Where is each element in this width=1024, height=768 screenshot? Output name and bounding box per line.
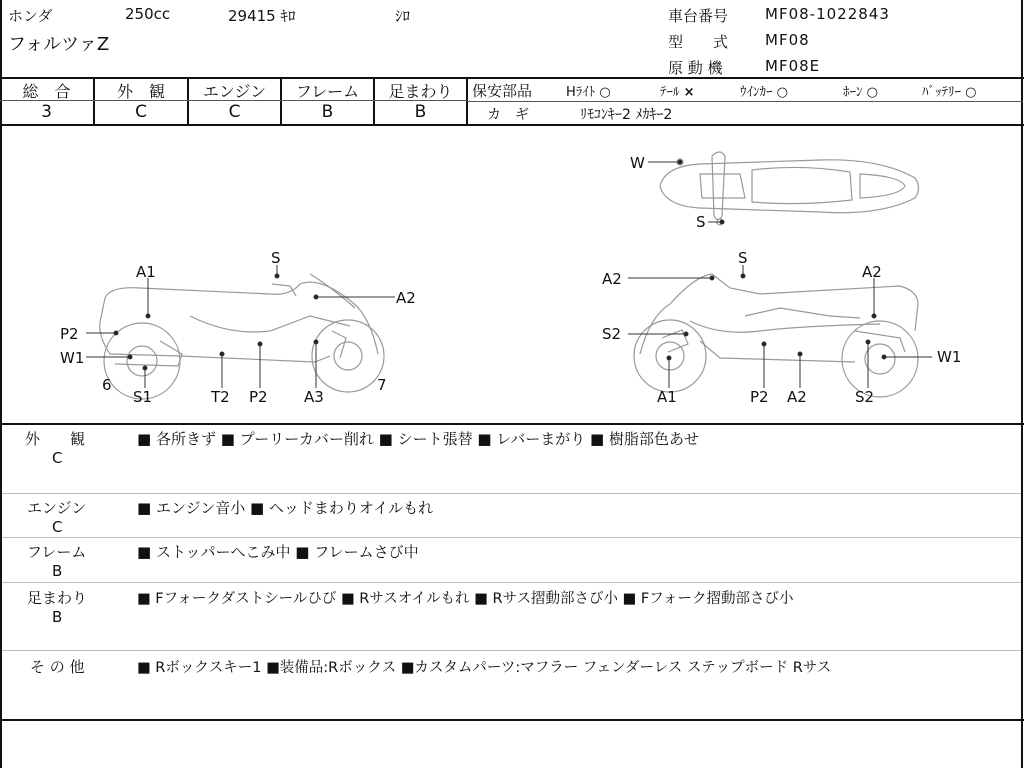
left-side-scooter — [100, 274, 384, 399]
engine-value: MF08E — [765, 57, 821, 75]
note-label-other: そ の 他 — [30, 658, 85, 676]
grade-value-exterior: C — [135, 102, 147, 122]
grade-value-engine: C — [228, 102, 241, 122]
grade-header-engine: エンジン — [202, 82, 267, 101]
type-value: MF08 — [765, 31, 810, 49]
note-text-suspension: ■ Fフォークダストシールひび ■ Rサスオイルもれ ■ Rサス摺動部さび小 ■ Fフォーク摺動部さび小 — [137, 591, 794, 607]
note-grade-engine: C — [52, 518, 63, 536]
type-label: 型 式 — [668, 33, 729, 51]
left-label-w1: W1 — [60, 349, 85, 367]
right-label-a1: A1 — [657, 388, 677, 406]
note-text-engine: ■ エンジン音小 ■ ヘッドまわりオイルもれ — [137, 499, 434, 517]
engine-label: 原 動 機 — [668, 59, 723, 77]
safety-item-tail: ﾃｰﾙ × — [660, 85, 695, 100]
maker: ホンダ — [8, 7, 53, 25]
left-label-s1: S1 — [133, 388, 153, 406]
left-label-p2: P2 — [60, 325, 79, 343]
right-side-scooter — [634, 274, 918, 397]
key-label: カ ギ — [487, 107, 529, 123]
grade-header-suspension: 足まわり — [388, 82, 453, 101]
left-label-6: 6 — [102, 376, 112, 394]
color: ｼﾛ — [395, 7, 411, 25]
note-label-exterior: 外 観 — [25, 430, 86, 448]
right-label-a2: A2 — [862, 263, 882, 281]
winker-mark: ○ — [776, 85, 788, 100]
safety-label: 保安部品 — [472, 82, 533, 100]
right-label-s: S — [738, 249, 748, 267]
grade-value-suspension: B — [414, 102, 427, 122]
note-grade-frame: B — [52, 562, 63, 580]
displacement: 250cc — [125, 5, 171, 23]
grade-header-total: 総 合 — [22, 82, 71, 101]
frame-number: MF08-1022843 — [765, 5, 890, 23]
left-label-a3: A3 — [304, 388, 324, 406]
tail-mark: × — [683, 85, 695, 100]
battery-mark: ○ — [965, 85, 977, 100]
headlight-mark: ○ — [599, 85, 611, 100]
note-text-frame: ■ ストッパーへこみ中 ■ フレームさび中 — [137, 543, 419, 561]
mileage: 29415 ｷﾛ — [228, 7, 296, 25]
right-label-p2: P2 — [750, 388, 769, 406]
key-detail: ﾘﾓｺﾝｷｰ2 ﾒｶｷｰ2 — [580, 107, 673, 123]
right-label-w1: W1 — [937, 348, 962, 366]
note-label-frame: フレーム — [27, 543, 87, 561]
grade-value-total: 3 — [41, 102, 52, 122]
top-label-w: W — [630, 154, 645, 172]
grade-value-frame: B — [321, 102, 334, 122]
note-label-engine: エンジン — [27, 499, 87, 517]
right-label-s2b: S2 — [855, 388, 875, 406]
horn-mark: ○ — [866, 85, 878, 100]
safety-item-horn: ﾎｰﾝ ○ — [843, 85, 878, 100]
left-label-p2b: P2 — [249, 388, 268, 406]
left-label-7: 7 — [377, 376, 387, 394]
right-label-a2b: A2 — [787, 388, 807, 406]
safety-item-headlight: Hﾗｲﾄ ○ — [566, 85, 611, 100]
left-label-a1: A1 — [136, 263, 156, 281]
safety-divider — [467, 101, 1023, 102]
left-label-a2: A2 — [396, 289, 416, 307]
note-label-suspension: 足まわり — [27, 589, 88, 607]
note-text-other: ■ Rボックスキー1 ■装備品:Rボックス ■カスタムパーツ:マフラー フェンダーレス ステップボード Rサス — [137, 660, 832, 676]
safety-item-battery: ﾊﾞｯﾃﾘｰ ○ — [922, 85, 977, 100]
right-label-s2: S2 — [602, 325, 622, 343]
top-label-s: S — [696, 213, 706, 231]
note-grade-suspension: B — [52, 608, 63, 626]
grade-header-frame: フレーム — [295, 82, 360, 101]
left-label-s: S — [271, 249, 281, 267]
damage-diagram — [0, 126, 1022, 422]
model-name: フォルツァZ — [8, 34, 110, 55]
safety-item-winker: ｳｲﾝｶｰ ○ — [740, 85, 788, 100]
note-text-exterior: ■ 各所きず ■ プーリーカバー削れ ■ シート張替 ■ レバーまがり ■ 樹脂部色あせ — [137, 430, 699, 448]
note-grade-exterior: C — [52, 449, 63, 467]
left-label-t2: T2 — [211, 388, 230, 406]
grade-header-exterior: 外 観 — [116, 82, 165, 101]
frame-number-label: 車台番号 — [668, 7, 729, 25]
right-label-a2-top: A2 — [602, 270, 622, 288]
